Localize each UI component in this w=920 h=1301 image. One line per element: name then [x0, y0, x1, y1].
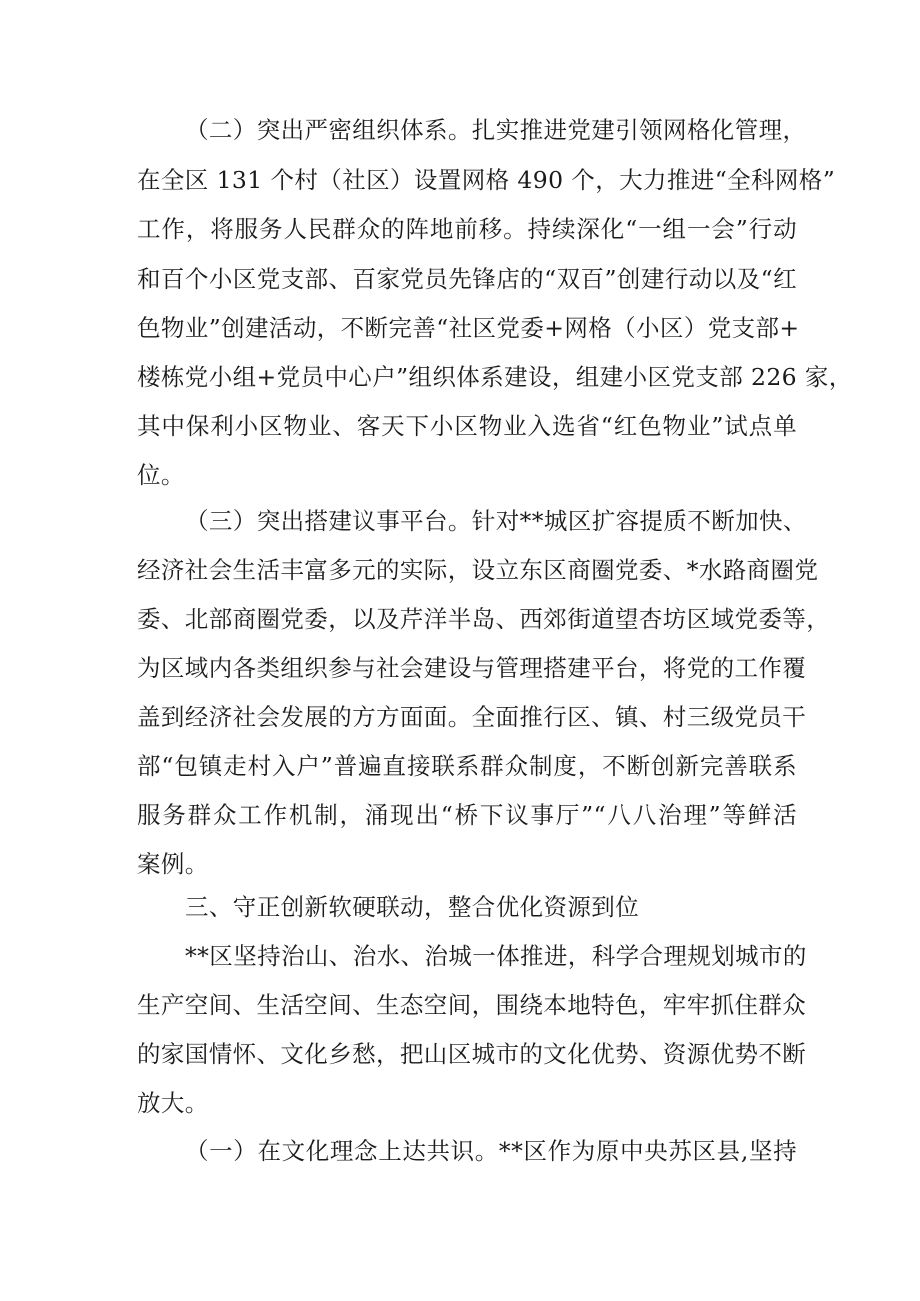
paragraph-line: 委、北部商圈党委，以及芹洋半岛、西郊街道望杏坊区域党委等，: [137, 605, 831, 633]
paragraph-line: **区坚持治山、治水、治城一体推进，科学合理规划城市的: [185, 942, 807, 970]
paragraph-line: 的家国情怀、文化乡愁，把山区城市的文化优势、资源优势不断: [137, 1040, 807, 1068]
paragraph-line: 为区域内各类组织参与社会建设与管理搭建平台，将党的工作覆: [137, 654, 807, 682]
paragraph-line: 在全区 131 个村（社区）设置网格 490 个，大力推进“全科网格”: [137, 166, 836, 194]
paragraph-line: （三）突出搭建议事平台。针对**城区扩容提质不断加快、: [185, 507, 807, 535]
paragraph-line: 生产空间、生活空间、生态空间，围绕本地特色，牢牢抓住群众: [137, 991, 807, 1019]
paragraph-line: 位。: [137, 461, 185, 489]
paragraph-line: 放大。: [137, 1089, 209, 1117]
paragraph-line: （一）在文化理念上达共识。**区作为原中央苏区县,坚持: [185, 1137, 797, 1165]
paragraph-line: 案例。: [137, 850, 209, 878]
paragraph-line: 工作，将服务人民群众的阵地前移。持续深化“一组一会”行动: [137, 215, 797, 243]
paragraph-line: （二）突出严密组织体系。扎实推进党建引领网格化管理，: [185, 116, 807, 144]
paragraph-line: 其中保利小区物业、客天下小区物业入选省“红色物业”试点单: [137, 412, 797, 440]
paragraph-line: 色物业”创建活动，不断完善“社区党委+网格（小区）党支部+: [137, 314, 800, 342]
paragraph-line: 和百个小区党支部、百家党员先锋店的“双百”创建行动以及“红: [137, 265, 797, 293]
paragraph-line: 经济社会生活丰富多元的实际，设立东区商圈党委、*水路商圈党: [137, 556, 819, 584]
section-heading: 三、守正创新软硬联动，整合优化资源到位: [185, 893, 640, 921]
paragraph-line: 盖到经济社会发展的方方面面。全面推行区、镇、村三级党员干: [137, 703, 807, 731]
paragraph-line: 部“包镇走村入户”普遍直接联系群众制度，不断创新完善联系: [137, 752, 797, 780]
paragraph-line: 服务群众工作机制，涌现出“桥下议事厅”“八八治理”等鲜活: [137, 801, 797, 829]
paragraph-line: 楼栋党小组+党员中心户”组织体系建设，组建小区党支部 226 家，: [137, 363, 853, 391]
